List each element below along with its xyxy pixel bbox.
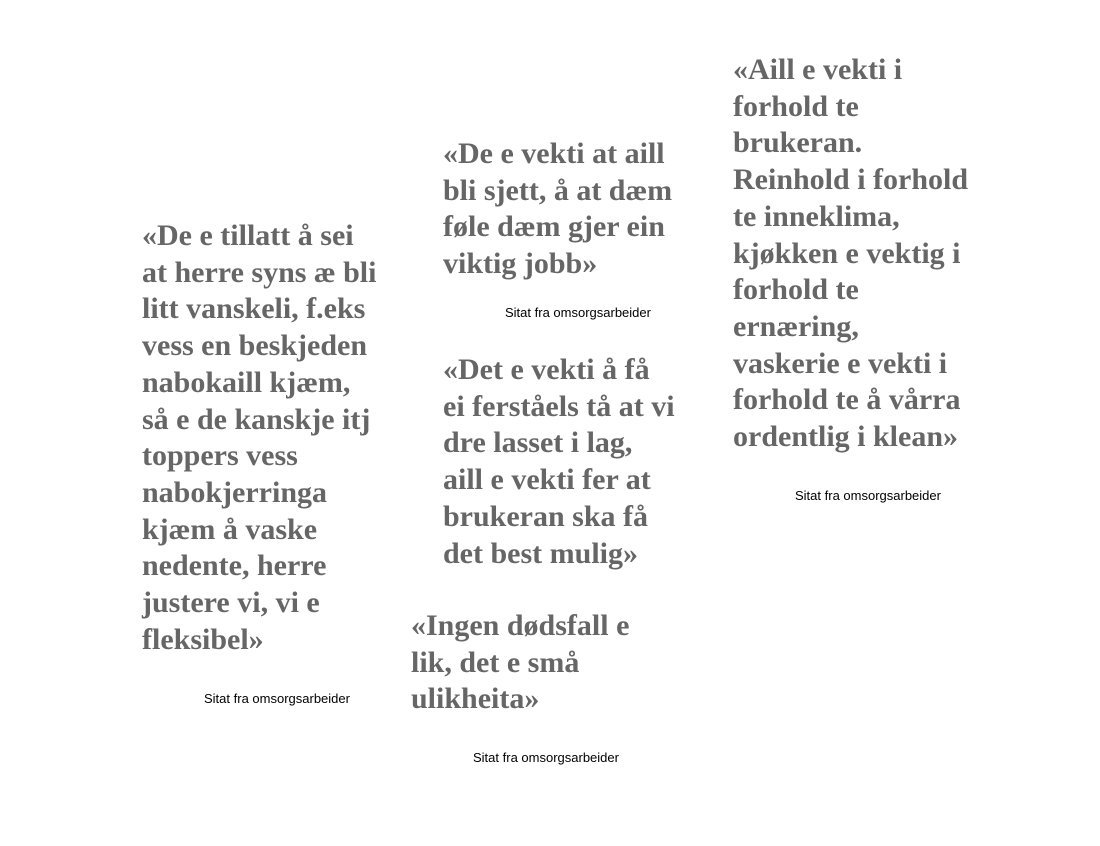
quote-dodsfall: «Ingen dødsfall e lik, det e små ulikheita»	[411, 609, 630, 716]
quote-ferstaels: «Det e vekti å få ei ferståels tå at vi dre lasset i lag, aill e vekti fer at brukeran ska få det best mulig»	[443, 353, 675, 570]
quote-brukeran: «Aill e vekti i forhold te brukeran. Reinhold i forhold te inneklima, kjøkken e vektig i forhold te ernæring, vaskerie e vekti i forhold te å vårra ordentlig i klean»	[733, 53, 969, 454]
quote-tillatt: «De e tillatt å sei at herre syns æ bli litt vanskeli, f.eks vess en beskjeden nabokaill kjæm, så e de kanskje itj toppers vess nabokjerringa kjæm å vaske nedente, herre justere vi, vi e fleksibel»	[142, 219, 377, 656]
quote-attribution: Sitat fra omsorgsarbeider	[795, 488, 941, 503]
quote-vekti-sjett: «De e vekti at aill bli sjett, å at dæm føle dæm gjer ein viktig jobb»	[443, 137, 673, 281]
quote-attribution: Sitat fra omsorgsarbeider	[204, 691, 350, 706]
quote-attribution: Sitat fra omsorgsarbeider	[473, 750, 619, 765]
quote-attribution: Sitat fra omsorgsarbeider	[505, 305, 651, 320]
